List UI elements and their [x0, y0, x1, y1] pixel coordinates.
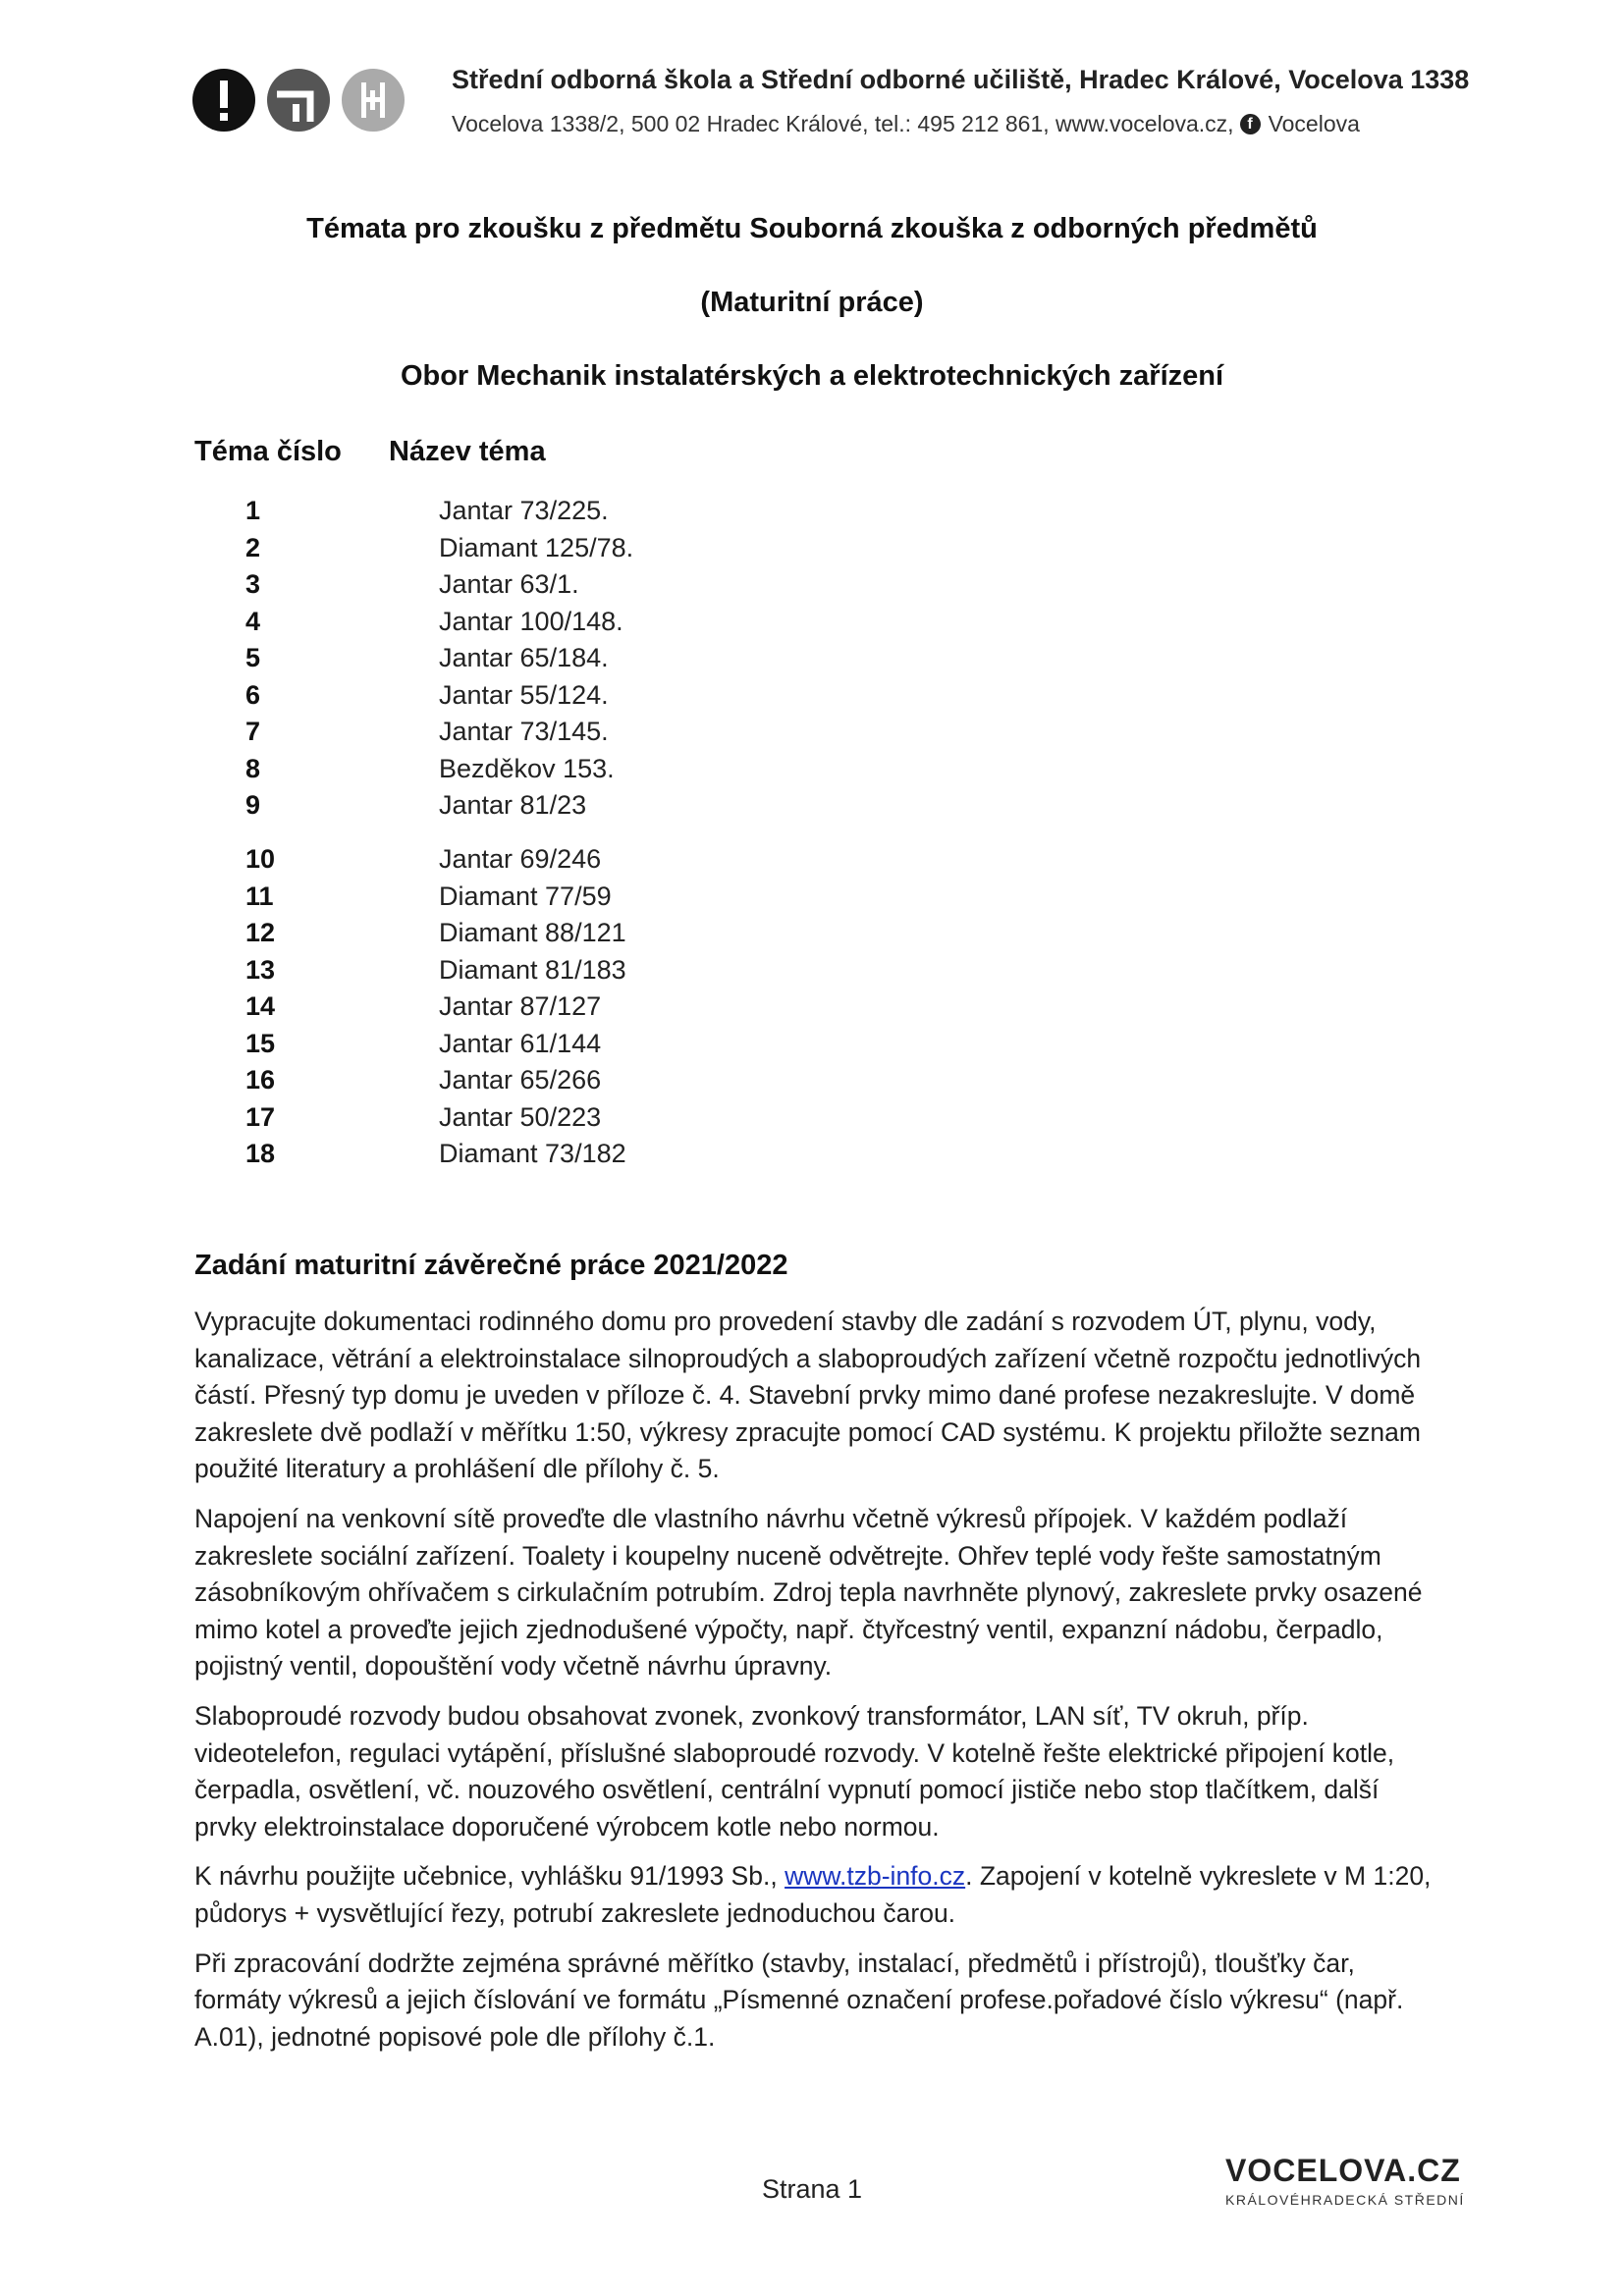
paragraph-text: K návrhu použijte učebnice, vyhlášku 91/1993 Sb.,	[194, 1861, 785, 1892]
topic-number: 1	[245, 496, 261, 525]
topic-number: 18	[245, 1139, 276, 1168]
topic-number: 5	[245, 643, 261, 672]
topic-name: Jantar 61/144	[439, 1029, 602, 1058]
school-name: Střední odborná škola a Střední odborné učiliště, Hradec Králové, Vocelova 1338	[452, 65, 1470, 94]
document-title: Témata pro zkoušku z předmětu Souborná zkouška z odborných předmětů	[306, 213, 1318, 244]
paragraph-text: . Zapojení v kotelně vykreslete v M 1:20, půdorys + vysvětlující řezy, potrubí zakreslete jednoduchou čarou.	[194, 1861, 1432, 1928]
topic-name: Diamant 81/183	[439, 955, 626, 985]
assignment-paragraph: Slaboproudé rozvody budou obsahovat zvonek, zvonkový transformátor, LAN síť, TV okruh, příp. videotelefon, regulaci vytápění, příslušné slaboproudé rozvody. V kotelně řešte elektrické připojení kotle, čerpadla, osvětlení, vč. nouzového osvětlení, centrální vypnutí pomocí jističe nebo stop tlačítkem, další prvky elektroinstalace doporučené výrobcem kotle nebo normou.	[194, 1700, 1395, 1842]
topic-row	[0, 1139, 1624, 1175]
column-header-name: Název téma	[389, 436, 546, 467]
topic-name: Bezděkov 153.	[439, 754, 615, 783]
school-address	[452, 111, 1360, 137]
topic-name: Jantar 73/145.	[439, 717, 609, 746]
address-text: Vocelova 1338/2, 500 02 Hradec Králové, tel.: 495 212 861, www.vocelova.cz,	[452, 111, 1234, 136]
corner-logo-icon	[267, 69, 330, 132]
topic-row	[0, 496, 1624, 532]
topic-row	[0, 991, 1624, 1028]
topic-row	[0, 1102, 1624, 1139]
topic-number: 16	[245, 1065, 276, 1095]
topic-row	[0, 607, 1624, 643]
topic-name: Jantar 55/124.	[439, 680, 609, 710]
document-field: Obor Mechanik instalatérských a elektrotechnických zařízení	[400, 360, 1224, 392]
topic-row	[0, 533, 1624, 569]
topic-number: 6	[245, 680, 261, 710]
assignment-paragraph: Napojení na venkovní sítě proveďte dle vlastního návrhu včetně výkresů přípojek. V každém podlaží zakreslete sociální zařízení. Toalety i koupelny nuceně odvětrejte. Ohřev teplé vody řešte samostatným zásobníkovým ohřívačem s cirkulačním potrubím. Zdroj tepla navrhněte plynový, zakreslete prvky osazené mimo kotel a proveďte jejich zjednodušené výpočty, např. čtyřcestný ventil, expanzní nádobu, čerpadlo, pojistný ventil, dopouštění vody včetně návrhu úpravny.	[194, 1503, 1423, 1682]
topic-name: Jantar 65/266	[439, 1065, 602, 1095]
topic-name: Diamant 88/121	[439, 918, 626, 947]
topic-row	[0, 754, 1624, 790]
topic-row	[0, 918, 1624, 954]
info-logo-icon	[192, 69, 255, 132]
topic-number: 2	[245, 533, 261, 562]
topic-number: 17	[245, 1102, 276, 1132]
header-logos	[192, 69, 416, 132]
topic-number: 13	[245, 955, 276, 985]
topic-name: Jantar 69/246	[439, 844, 602, 874]
topic-name: Jantar 63/1.	[439, 569, 579, 599]
topic-number: 14	[245, 991, 276, 1021]
assignment-body	[194, 1304, 1441, 2068]
assignment-paragraph: Při zpracování dodržte zejména správné měřítko (stavby, instalací, předmětů i přístrojů), tloušťky čar, formáty výkresů a jejich číslování ve formátu „Písmenné označení profese.pořadové číslo výkresu“ (např. A.01), jednotné popisové pole dle přílohy č.1.	[194, 1948, 1404, 2052]
topic-number: 8	[245, 754, 261, 783]
topic-number: 4	[245, 607, 261, 636]
topic-name: Diamant 73/182	[439, 1139, 626, 1168]
topic-row	[0, 1065, 1624, 1101]
topic-name: Jantar 50/223	[439, 1102, 602, 1132]
topic-row	[0, 955, 1624, 991]
topic-name: Diamant 125/78.	[439, 533, 634, 562]
topic-number: 3	[245, 569, 261, 599]
topic-name: Jantar 100/148.	[439, 607, 623, 636]
topic-name: Jantar 87/127	[439, 991, 602, 1021]
assignment-title: Zadání maturitní závěrečné práce 2021/2022	[194, 1250, 788, 1281]
facebook-label: Vocelova	[1268, 111, 1360, 136]
topic-row	[0, 844, 1624, 881]
assignment-paragraph	[194, 1858, 1441, 1932]
column-header-number: Téma číslo	[194, 436, 342, 467]
topic-name: Diamant 77/59	[439, 881, 612, 911]
tzb-info-link[interactable]: www.tzb-info.cz	[785, 1861, 966, 1892]
topic-row	[0, 1029, 1624, 1065]
page-number: Strana 1	[761, 2174, 863, 2204]
facebook-icon: f	[1240, 114, 1261, 134]
topic-name: Jantar 81/23	[439, 790, 587, 820]
topic-row	[0, 569, 1624, 606]
topic-number: 10	[245, 844, 276, 874]
topic-number: 9	[245, 790, 261, 820]
topic-row	[0, 717, 1624, 753]
topic-number: 11	[245, 881, 274, 911]
topic-name: Jantar 73/225.	[439, 496, 609, 525]
footer-brand-subtitle: KRÁLOVÉHRADECKÁ STŘEDNÍ	[1225, 2192, 1465, 2208]
document-subtitle: (Maturitní práce)	[700, 287, 924, 318]
fork-logo-icon	[342, 69, 405, 132]
assignment-paragraph: Vypracujte dokumentaci rodinného domu pro provedení stavby dle zadání s rozvodem ÚT, plynu, vody, kanalizace, větrání a elektroinstalace silnoproudých a slaboproudých zařízení včetně rozpočtu jednotlivých částí. Přesný typ domu je uveden v příloze č. 4. Stavební prvky mimo dané profese nezakreslujte. V domě zakreslete dvě podlaží v měřítku 1:50, výkresy zpracujte pomocí CAD systému. K projektu přiložte seznam použité literatury a prohlášení dle přílohy č. 5.	[194, 1307, 1422, 1484]
topic-row	[0, 680, 1624, 717]
topic-number: 15	[245, 1029, 276, 1058]
topic-name: Jantar 65/184.	[439, 643, 609, 672]
topic-number: 7	[245, 717, 261, 746]
topic-row	[0, 790, 1624, 827]
topic-number: 12	[245, 918, 276, 947]
footer-brand-logo: VOCELOVA.CZ	[1225, 2153, 1461, 2188]
topic-row	[0, 643, 1624, 679]
topic-row	[0, 881, 1624, 918]
